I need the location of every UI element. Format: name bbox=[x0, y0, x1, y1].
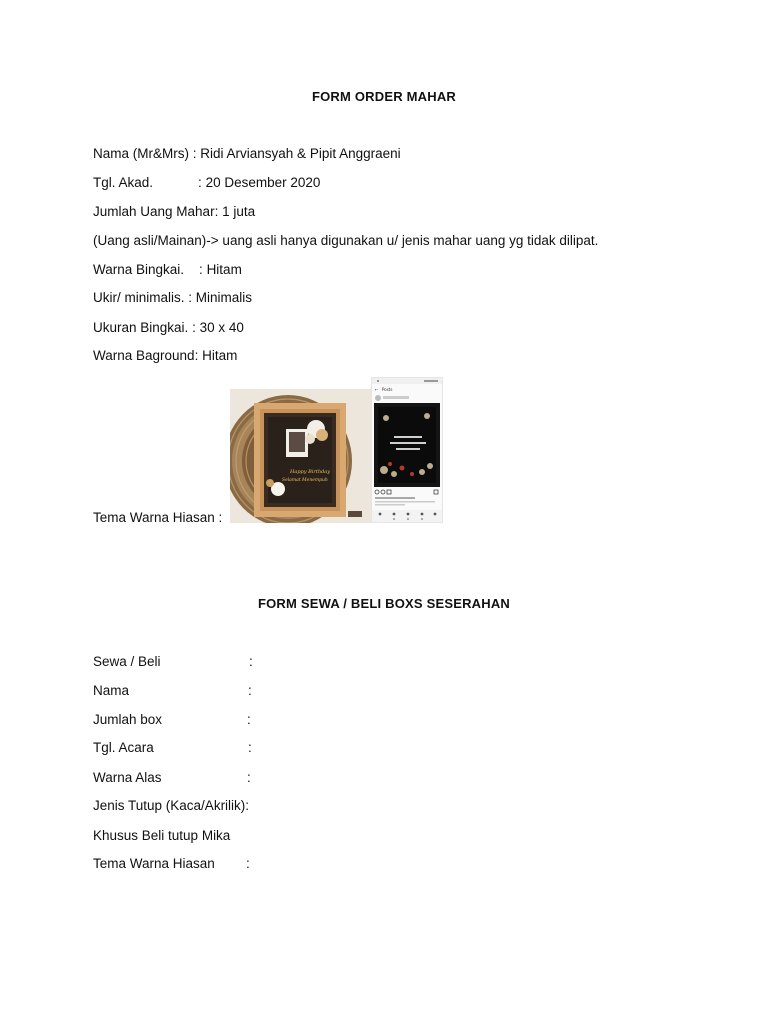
field-label: Tgl. Akad. bbox=[93, 175, 154, 190]
field-tgl-akad bbox=[93, 175, 320, 190]
field-nama-box bbox=[93, 683, 129, 698]
field-warna-bingkai bbox=[93, 262, 242, 277]
field-separator: : bbox=[188, 320, 200, 335]
field-separator: : bbox=[189, 146, 201, 161]
field-colon: : bbox=[247, 712, 251, 727]
field-value: 30 x 40 bbox=[199, 320, 244, 335]
field-separator: : bbox=[194, 348, 203, 363]
field-label: Ukir/ minimalis. bbox=[93, 290, 185, 305]
field-ukuran-bingkai bbox=[93, 320, 244, 335]
field-label: Warna Baground bbox=[93, 348, 195, 363]
note-khusus-beli: Khusus Beli tutup Mika bbox=[93, 828, 231, 843]
field-jumlah-uang bbox=[93, 204, 255, 219]
field-label: Sewa / Beli bbox=[93, 654, 161, 669]
field-label: Nama (Mr&Mrs) bbox=[93, 146, 189, 161]
field-value: 20 Desember 2020 bbox=[205, 175, 321, 190]
field-separator: : bbox=[184, 262, 207, 277]
field-label: Nama bbox=[93, 683, 130, 698]
field-value: Hitam bbox=[202, 348, 238, 363]
field-sewa-beli bbox=[93, 654, 161, 669]
field-value: Hitam bbox=[206, 262, 242, 277]
tema-warna-hiasan-label: Tema Warna Hiasan : bbox=[93, 510, 223, 525]
note-uang-asli bbox=[93, 233, 598, 248]
field-separator: : bbox=[153, 175, 206, 190]
field-label: Jumlah box bbox=[93, 712, 163, 727]
field-warna-background bbox=[93, 348, 237, 363]
instagram-screenshot bbox=[371, 377, 443, 523]
field-colon: : bbox=[248, 683, 252, 698]
field-jumlah-box bbox=[93, 712, 162, 727]
field-colon: : bbox=[246, 856, 250, 871]
field-value: 1 juta bbox=[222, 204, 256, 219]
field-nama bbox=[93, 146, 401, 161]
photo-caption-2: Selamat Menempuh bbox=[282, 478, 328, 483]
field-colon: : bbox=[247, 770, 251, 785]
form-order-mahar-title: FORM ORDER MAHAR bbox=[311, 89, 457, 104]
form-sewa-box-title: FORM SEWA / BELI BOXS SESERAHAN bbox=[257, 596, 511, 611]
screenshot-header: Posts bbox=[382, 387, 393, 392]
field-colon: : bbox=[249, 654, 253, 669]
field-value: Minimalis bbox=[195, 290, 253, 305]
field-label: Jumlah Uang Mahar bbox=[93, 204, 215, 219]
field-ukir bbox=[93, 290, 252, 305]
field-label: Warna Bingkai. bbox=[93, 262, 185, 277]
field-separator: : bbox=[184, 290, 196, 305]
field-label: Tgl. Acara bbox=[93, 740, 154, 755]
field-colon: : bbox=[248, 740, 252, 755]
field-label: Tema Warna Hiasan bbox=[93, 856, 215, 871]
svg-text:←: ← bbox=[375, 387, 379, 392]
photo-caption: Happy Birthday bbox=[290, 469, 331, 475]
note-text: (Uang asli/Mainan)-> uang asli hanya digunakan u/ jenis mahar uang yg tidak dilipat. bbox=[93, 233, 599, 248]
field-jenis-tutup: Jenis Tutup (Kaca/Akrilik): bbox=[93, 798, 250, 813]
frame-example-photo bbox=[230, 389, 371, 523]
field-separator: : bbox=[214, 204, 223, 219]
field-tgl-acara bbox=[93, 740, 154, 755]
field-value: Ridi Arviansyah & Pipit Anggraeni bbox=[200, 146, 401, 161]
field-tema-warna-hiasan bbox=[93, 856, 215, 871]
field-label: Warna Alas bbox=[93, 770, 162, 785]
field-label: Ukuran Bingkai. bbox=[93, 320, 189, 335]
field-warna-alas bbox=[93, 770, 162, 785]
